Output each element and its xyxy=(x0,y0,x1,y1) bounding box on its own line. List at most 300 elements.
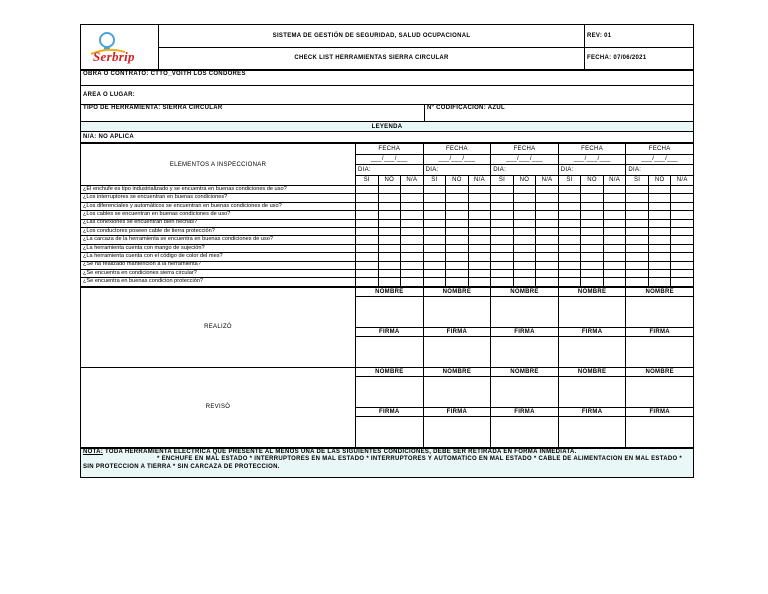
check-cell[interactable] xyxy=(603,211,626,219)
check-cell[interactable] xyxy=(626,219,649,227)
check-cell[interactable] xyxy=(356,253,379,261)
check-cell[interactable] xyxy=(356,186,379,194)
check-cell[interactable] xyxy=(468,202,491,210)
nota-cell xyxy=(81,448,694,477)
check-cell[interactable] xyxy=(626,194,649,202)
fecha-col-5: FECHA xyxy=(626,144,694,155)
check-cell[interactable] xyxy=(626,244,649,252)
col-no-4: NO xyxy=(581,175,604,186)
check-cell[interactable] xyxy=(626,278,649,286)
check-cell[interactable] xyxy=(423,211,446,219)
reviso-signature-field[interactable] xyxy=(491,376,559,407)
check-cell[interactable] xyxy=(536,236,559,244)
check-cell[interactable] xyxy=(446,202,469,210)
check-cell[interactable] xyxy=(356,219,379,227)
question-text: ¿Se encuentra en buenas condicion protección? xyxy=(81,278,356,286)
check-cell[interactable] xyxy=(581,269,604,277)
check-cell[interactable] xyxy=(356,269,379,277)
check-cell[interactable] xyxy=(423,261,446,269)
check-cell[interactable] xyxy=(558,236,581,244)
check-cell[interactable] xyxy=(671,253,694,261)
check-cell[interactable] xyxy=(648,261,671,269)
check-cell[interactable] xyxy=(491,278,514,286)
check-cell[interactable] xyxy=(671,186,694,194)
check-cell[interactable] xyxy=(558,211,581,219)
check-cell[interactable] xyxy=(648,202,671,210)
check-cell[interactable] xyxy=(536,244,559,252)
check-cell[interactable] xyxy=(671,219,694,227)
obra-contrato: OBRA O CONTRATO: CTTO_VOITH LOS CONDORES xyxy=(81,71,694,86)
check-cell[interactable] xyxy=(671,227,694,235)
check-cell[interactable] xyxy=(401,202,424,210)
check-cell[interactable] xyxy=(581,244,604,252)
reviso-firma-header: FIRMA xyxy=(558,407,626,416)
check-cell[interactable] xyxy=(378,278,401,286)
col-si-2: SI xyxy=(423,175,446,186)
rev-label: REV: 01 xyxy=(585,25,694,48)
question-row xyxy=(81,194,694,202)
realizo-firma-header: FIRMA xyxy=(423,327,491,336)
check-cell[interactable] xyxy=(581,278,604,286)
reviso-nombre-header: NOMBRE xyxy=(423,367,491,376)
check-cell[interactable] xyxy=(356,211,379,219)
question-row xyxy=(81,211,694,219)
check-cell[interactable] xyxy=(423,227,446,235)
reviso-nombre-header: NOMBRE xyxy=(491,367,559,376)
question-text: ¿La herramienta cuenta con mango de sujeción? xyxy=(81,244,356,252)
check-cell[interactable] xyxy=(401,253,424,261)
date-blank-1[interactable]: ___/___/___ xyxy=(356,154,424,165)
nota-table xyxy=(80,448,694,478)
check-cell[interactable] xyxy=(491,227,514,235)
check-cell[interactable] xyxy=(626,202,649,210)
check-cell[interactable] xyxy=(603,253,626,261)
reviso-firma-header: FIRMA xyxy=(356,407,424,416)
check-cell[interactable] xyxy=(468,186,491,194)
dia-1[interactable]: DIA: xyxy=(356,165,424,176)
realizo-signature-field[interactable] xyxy=(558,296,626,327)
question-row xyxy=(81,202,694,210)
check-cell[interactable] xyxy=(446,186,469,194)
check-cell[interactable] xyxy=(356,261,379,269)
col-na-5: N/A xyxy=(671,175,694,186)
check-cell[interactable] xyxy=(378,202,401,210)
check-cell[interactable] xyxy=(513,261,536,269)
reviso-signature-field[interactable] xyxy=(491,416,559,447)
reviso-signature-field[interactable] xyxy=(423,416,491,447)
check-cell[interactable] xyxy=(648,186,671,194)
check-cell[interactable] xyxy=(513,186,536,194)
check-cell[interactable] xyxy=(603,227,626,235)
check-cell[interactable] xyxy=(558,278,581,286)
realizo-nombre-header: NOMBRE xyxy=(356,287,424,296)
reviso-signature-field[interactable] xyxy=(356,416,424,447)
check-cell[interactable] xyxy=(603,186,626,194)
question-text: ¿La herramienta cuenta con el código de color del mes? xyxy=(81,253,356,261)
check-cell[interactable] xyxy=(446,261,469,269)
reviso-nombre-header: NOMBRE xyxy=(626,367,694,376)
check-cell[interactable] xyxy=(558,244,581,252)
check-cell[interactable] xyxy=(648,194,671,202)
check-cell[interactable] xyxy=(446,194,469,202)
check-cell[interactable] xyxy=(581,253,604,261)
check-cell[interactable] xyxy=(401,227,424,235)
check-cell[interactable] xyxy=(491,194,514,202)
check-cell[interactable] xyxy=(423,269,446,277)
check-cell[interactable] xyxy=(356,194,379,202)
fecha-col-4: FECHA xyxy=(558,144,626,155)
inspection-grid xyxy=(80,143,694,287)
date-blank-5[interactable]: ___/___/___ xyxy=(626,154,694,165)
realizo-signature-field[interactable] xyxy=(626,296,694,327)
elements-label: ELEMENTOS A INSPECCIONAR xyxy=(81,144,356,186)
check-cell[interactable] xyxy=(468,194,491,202)
checklist-title: CHECK LIST HERRAMIENTAS SIERRA CIRCULAR xyxy=(159,47,585,70)
realizo-signature-field[interactable] xyxy=(558,336,626,367)
realizo-firma-header: FIRMA xyxy=(558,327,626,336)
check-cell[interactable] xyxy=(468,219,491,227)
check-cell[interactable] xyxy=(423,194,446,202)
check-cell[interactable] xyxy=(401,219,424,227)
company-logo xyxy=(83,25,156,69)
check-cell[interactable] xyxy=(671,202,694,210)
check-cell[interactable] xyxy=(513,236,536,244)
question-text: ¿Las conexiones se encuentran bien hechas? xyxy=(81,219,356,227)
check-cell[interactable] xyxy=(648,227,671,235)
fecha-col-1: FECHA xyxy=(356,144,424,155)
check-cell[interactable] xyxy=(581,227,604,235)
reviso-signature-field[interactable] xyxy=(423,376,491,407)
check-cell[interactable] xyxy=(513,269,536,277)
check-cell[interactable] xyxy=(536,269,559,277)
check-cell[interactable] xyxy=(446,211,469,219)
check-cell[interactable] xyxy=(491,253,514,261)
check-cell[interactable] xyxy=(356,227,379,235)
check-cell[interactable] xyxy=(513,253,536,261)
check-cell[interactable] xyxy=(401,261,424,269)
dia-2[interactable]: DIA: xyxy=(423,165,491,176)
check-cell[interactable] xyxy=(581,261,604,269)
check-cell[interactable] xyxy=(513,227,536,235)
check-cell[interactable] xyxy=(648,253,671,261)
check-cell[interactable] xyxy=(581,236,604,244)
realizo-signature-field[interactable] xyxy=(356,296,424,327)
check-cell[interactable] xyxy=(513,278,536,286)
check-cell[interactable] xyxy=(468,227,491,235)
realizo-signature-field[interactable] xyxy=(423,296,491,327)
col-na-1: N/A xyxy=(401,175,424,186)
check-cell[interactable] xyxy=(446,253,469,261)
check-cell[interactable] xyxy=(356,244,379,252)
check-cell[interactable] xyxy=(378,269,401,277)
check-cell[interactable] xyxy=(603,219,626,227)
question-row xyxy=(81,236,694,244)
reviso-firma-header: FIRMA xyxy=(491,407,559,416)
check-cell[interactable] xyxy=(491,186,514,194)
reviso-nombre-header: NOMBRE xyxy=(356,367,424,376)
reviso-signature-field[interactable] xyxy=(626,376,694,407)
question-row xyxy=(81,227,694,235)
reviso-label: REVISÓ xyxy=(81,367,356,447)
check-cell[interactable] xyxy=(626,269,649,277)
check-cell[interactable] xyxy=(401,211,424,219)
col-no-1: NO xyxy=(378,175,401,186)
check-cell[interactable] xyxy=(536,211,559,219)
check-cell[interactable] xyxy=(446,278,469,286)
check-cell[interactable] xyxy=(401,278,424,286)
check-cell[interactable] xyxy=(446,236,469,244)
realizo-nombre-header: NOMBRE xyxy=(491,287,559,296)
check-cell[interactable] xyxy=(558,186,581,194)
check-cell[interactable] xyxy=(356,236,379,244)
nota-line-2: * ENCHUFE EN MAL ESTADO * INTERRUPTORES EN MAL ESTADO * INTERRUPTORES Y AUTOMATICO EN MAL ESTADO * CABLE DE ALIMENTACION EN MAL ESTADO * SIN PROTECCION A TIERRA * SIN CARCAZA DE PROTECCION. xyxy=(83,456,683,470)
check-cell[interactable] xyxy=(513,244,536,252)
check-cell[interactable] xyxy=(671,269,694,277)
check-cell[interactable] xyxy=(648,211,671,219)
question-row xyxy=(81,269,694,277)
check-cell[interactable] xyxy=(423,253,446,261)
check-cell[interactable] xyxy=(468,278,491,286)
check-cell[interactable] xyxy=(378,253,401,261)
check-cell[interactable] xyxy=(558,219,581,227)
realizo-nombre-header: NOMBRE xyxy=(626,287,694,296)
check-cell[interactable] xyxy=(558,227,581,235)
check-cell[interactable] xyxy=(648,219,671,227)
check-cell[interactable] xyxy=(536,186,559,194)
check-cell[interactable] xyxy=(603,278,626,286)
date-blank-4[interactable]: ___/___/___ xyxy=(558,154,626,165)
check-cell[interactable] xyxy=(491,244,514,252)
fecha-label: FECHA: 07/06/2021 xyxy=(585,47,694,70)
check-cell[interactable] xyxy=(536,261,559,269)
tipo-herramienta: TIPO DE HERRAMIENTA: SIERRA CIRCULAR xyxy=(81,105,425,122)
check-cell[interactable] xyxy=(513,194,536,202)
fecha-col-3: FECHA xyxy=(491,144,559,155)
col-si-3: SI xyxy=(491,175,514,186)
check-cell[interactable] xyxy=(671,261,694,269)
check-cell[interactable] xyxy=(423,236,446,244)
dia-4[interactable]: DIA: xyxy=(558,165,626,176)
check-cell[interactable] xyxy=(536,253,559,261)
col-no-5: NO xyxy=(648,175,671,186)
check-cell[interactable] xyxy=(536,219,559,227)
check-cell[interactable] xyxy=(603,244,626,252)
check-cell[interactable] xyxy=(581,194,604,202)
check-cell[interactable] xyxy=(513,211,536,219)
legend-na: N/A: NO APLICA xyxy=(81,132,694,143)
realizo-signature-field[interactable] xyxy=(491,296,559,327)
question-row xyxy=(81,261,694,269)
check-cell[interactable] xyxy=(581,202,604,210)
check-cell[interactable] xyxy=(558,253,581,261)
check-cell[interactable] xyxy=(423,219,446,227)
realizo-nombre-header: NOMBRE xyxy=(423,287,491,296)
realizo-signature-field[interactable] xyxy=(423,336,491,367)
date-blank-3[interactable]: ___/___/___ xyxy=(491,154,559,165)
signatures-table xyxy=(80,287,694,448)
reviso-signature-field[interactable] xyxy=(558,376,626,407)
col-na-3: N/A xyxy=(536,175,559,186)
check-cell[interactable] xyxy=(378,236,401,244)
check-cell[interactable] xyxy=(468,211,491,219)
check-cell[interactable] xyxy=(671,211,694,219)
realizo-signature-field[interactable] xyxy=(626,336,694,367)
check-cell[interactable] xyxy=(378,219,401,227)
realizo-label: REALIZÓ xyxy=(81,287,356,367)
question-text: ¿Los interruptores se encuentran en buenas condiciones? xyxy=(81,194,356,202)
check-cell[interactable] xyxy=(603,261,626,269)
reviso-signature-field[interactable] xyxy=(626,416,694,447)
question-row xyxy=(81,278,694,286)
check-cell[interactable] xyxy=(491,211,514,219)
dia-3[interactable]: DIA: xyxy=(491,165,559,176)
question-row xyxy=(81,253,694,261)
question-text: ¿El enchufe es tipo industrializado y se encuentra en buenas condiciones de uso? xyxy=(81,186,356,194)
checklist-sheet xyxy=(80,24,694,478)
check-cell[interactable] xyxy=(536,202,559,210)
check-cell[interactable] xyxy=(671,244,694,252)
area-lugar: AREA O LUGAR: xyxy=(81,86,694,105)
reviso-signature-field[interactable] xyxy=(558,416,626,447)
check-cell[interactable] xyxy=(603,202,626,210)
realizo-firma-header: FIRMA xyxy=(626,327,694,336)
question-text: ¿Los diferenciales y automáticos se encuentran en buenas condiciones de uso? xyxy=(81,202,356,210)
check-cell[interactable] xyxy=(626,186,649,194)
check-cell[interactable] xyxy=(671,194,694,202)
col-no-3: NO xyxy=(513,175,536,186)
check-cell[interactable] xyxy=(401,269,424,277)
check-cell[interactable] xyxy=(648,244,671,252)
nota-label: NOTA: xyxy=(83,448,104,455)
check-cell[interactable] xyxy=(401,236,424,244)
check-cell[interactable] xyxy=(468,244,491,252)
question-text: ¿Se encuentra en condiciones sierra circular? xyxy=(81,269,356,277)
check-cell[interactable] xyxy=(446,219,469,227)
check-cell[interactable] xyxy=(401,186,424,194)
check-cell[interactable] xyxy=(423,202,446,210)
check-cell[interactable] xyxy=(558,261,581,269)
check-cell[interactable] xyxy=(513,202,536,210)
check-cell[interactable] xyxy=(671,236,694,244)
check-cell[interactable] xyxy=(378,227,401,235)
reviso-firma-header: FIRMA xyxy=(423,407,491,416)
check-cell[interactable] xyxy=(671,278,694,286)
check-cell[interactable] xyxy=(626,227,649,235)
col-si-1: SI xyxy=(356,175,379,186)
realizo-firma-header: FIRMA xyxy=(491,327,559,336)
dia-5[interactable]: DIA: xyxy=(626,165,694,176)
check-cell[interactable] xyxy=(581,219,604,227)
reviso-signature-field[interactable] xyxy=(356,376,424,407)
check-cell[interactable] xyxy=(356,202,379,210)
check-cell[interactable] xyxy=(378,186,401,194)
col-si-4: SI xyxy=(558,175,581,186)
fecha-col-2: FECHA xyxy=(423,144,491,155)
question-text: ¿Los cables se encuentran en buenas condiciones de uso? xyxy=(81,211,356,219)
question-text: ¿La carcaza de la herramienta se encuentra en buenas condiciones de uso? xyxy=(81,236,356,244)
check-cell[interactable] xyxy=(626,236,649,244)
reviso-firma-header: FIRMA xyxy=(626,407,694,416)
col-no-2: NO xyxy=(446,175,469,186)
check-cell[interactable] xyxy=(626,261,649,269)
question-row xyxy=(81,219,694,227)
logo-text: Serbrip xyxy=(92,49,135,64)
legend-title: LEYENDA xyxy=(81,122,694,132)
check-cell[interactable] xyxy=(468,261,491,269)
realizo-nombre-header: NOMBRE xyxy=(558,287,626,296)
check-cell[interactable] xyxy=(581,211,604,219)
check-cell[interactable] xyxy=(536,227,559,235)
check-cell[interactable] xyxy=(626,211,649,219)
question-row xyxy=(81,186,694,194)
date-blank-2[interactable]: ___/___/___ xyxy=(423,154,491,165)
check-cell[interactable] xyxy=(536,194,559,202)
check-cell[interactable] xyxy=(423,186,446,194)
check-cell[interactable] xyxy=(468,269,491,277)
check-cell[interactable] xyxy=(468,253,491,261)
check-cell[interactable] xyxy=(401,244,424,252)
realizo-signature-field[interactable] xyxy=(491,336,559,367)
check-cell[interactable] xyxy=(446,227,469,235)
check-cell[interactable] xyxy=(603,269,626,277)
logo-cell xyxy=(81,25,159,70)
check-cell[interactable] xyxy=(378,261,401,269)
check-cell[interactable] xyxy=(468,236,491,244)
system-title: SISTEMA DE GESTIÓN DE SEGURIDAD, SALUD OCUPACIONAL xyxy=(159,25,585,48)
check-cell[interactable] xyxy=(491,269,514,277)
check-cell[interactable] xyxy=(581,186,604,194)
check-cell[interactable] xyxy=(558,194,581,202)
bulb-logo-icon xyxy=(85,28,155,66)
check-cell[interactable] xyxy=(378,194,401,202)
codificacion: Nº CODIFICACION: AZUL xyxy=(425,105,694,122)
reviso-nombre-header: NOMBRE xyxy=(558,367,626,376)
info-table xyxy=(80,70,694,143)
check-cell[interactable] xyxy=(423,278,446,286)
check-cell[interactable] xyxy=(378,211,401,219)
check-cell[interactable] xyxy=(648,269,671,277)
check-cell[interactable] xyxy=(491,261,514,269)
check-cell[interactable] xyxy=(378,244,401,252)
check-cell[interactable] xyxy=(558,202,581,210)
check-cell[interactable] xyxy=(491,202,514,210)
check-cell[interactable] xyxy=(491,236,514,244)
nota-line-1: TODA HERRAMIENTA ELECTRICA QUE PRESENTE AL MENOS UNA DE LAS SIGUIENTES CONDICIONES, DEBE SER RETIRADA EN FORMA INMEDIATA. xyxy=(103,448,577,455)
realizo-signature-field[interactable] xyxy=(356,336,424,367)
check-cell[interactable] xyxy=(513,219,536,227)
check-cell[interactable] xyxy=(491,219,514,227)
check-cell[interactable] xyxy=(603,236,626,244)
check-cell[interactable] xyxy=(536,278,559,286)
question-text: ¿Se ha realizado mantención a la herramienta? xyxy=(81,261,356,269)
check-cell[interactable] xyxy=(648,278,671,286)
question-row xyxy=(81,244,694,252)
col-si-5: SI xyxy=(626,175,649,186)
check-cell[interactable] xyxy=(648,236,671,244)
check-cell[interactable] xyxy=(446,244,469,252)
realizo-firma-header: FIRMA xyxy=(356,327,424,336)
check-cell[interactable] xyxy=(401,194,424,202)
col-na-2: N/A xyxy=(468,175,491,186)
check-cell[interactable] xyxy=(558,269,581,277)
check-cell[interactable] xyxy=(446,269,469,277)
question-text: ¿Los conductores poseen cable de tierra protección? xyxy=(81,227,356,235)
check-cell[interactable] xyxy=(423,244,446,252)
check-cell[interactable] xyxy=(603,194,626,202)
check-cell[interactable] xyxy=(626,253,649,261)
check-cell[interactable] xyxy=(356,278,379,286)
header-table xyxy=(80,24,694,70)
